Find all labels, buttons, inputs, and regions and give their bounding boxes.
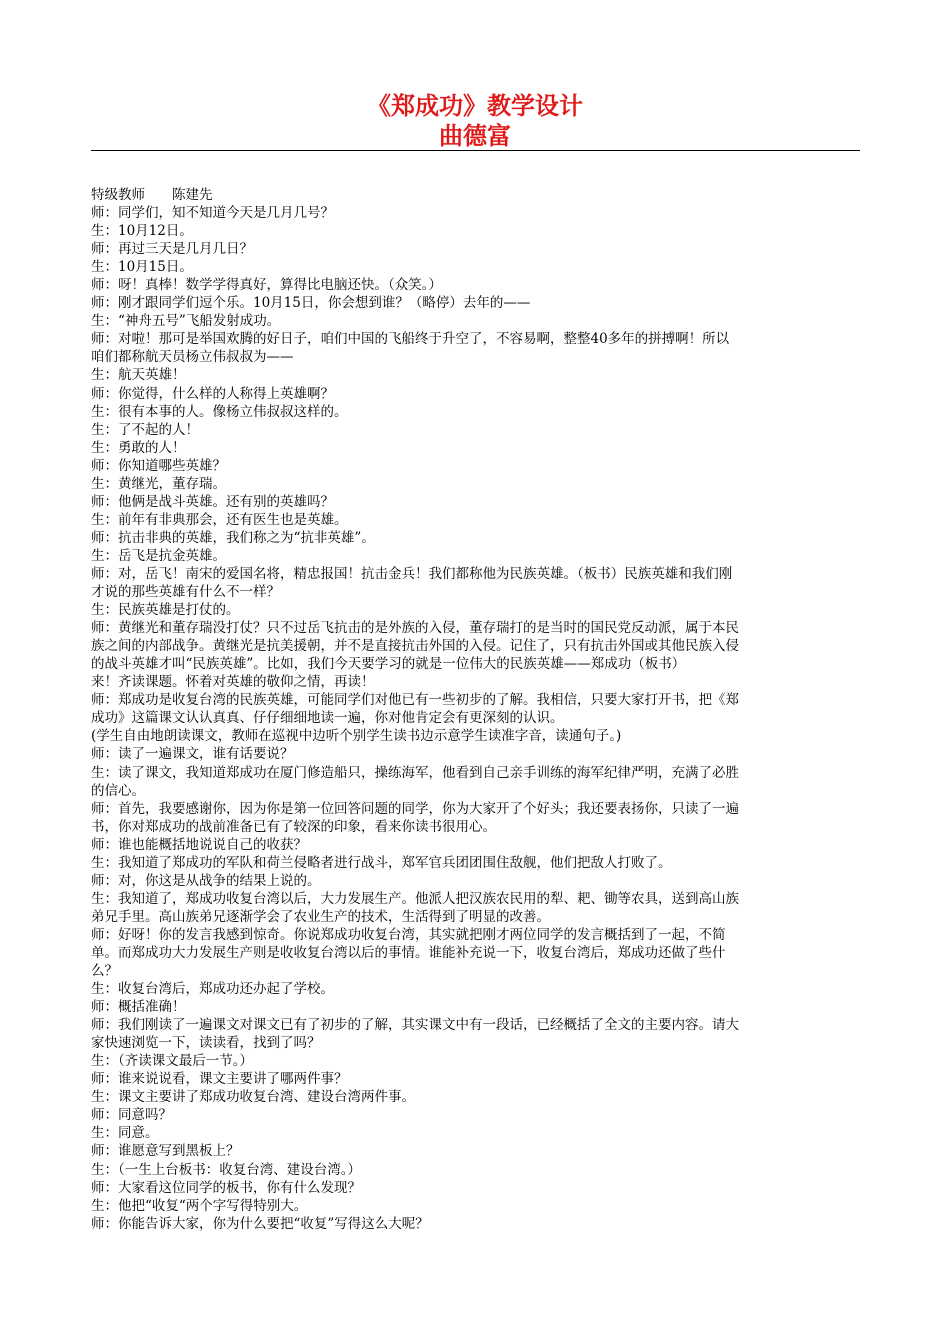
dialogue-line: 生：很有本事的人。像杨立伟叔叔这样的。	[91, 403, 348, 420]
dialogue-line: 来！齐读课题。怀着对英雄的敬仰之情，再读！	[91, 674, 375, 691]
dialogue-line: 族之间的内部战争。黄继光是抗美援朝，并不是直接抗击外国的入侵。记住了，只有抗击外国或其他民族入侵	[91, 638, 739, 655]
title-divider	[91, 150, 860, 151]
dialogue-line: 生：黄继光，董存瑞。	[91, 475, 226, 492]
dialogue-line: 家快速浏览一下，读读看，找到了吗？	[91, 1035, 321, 1052]
dialogue-line: 师：你知道哪些英雄？	[91, 457, 226, 474]
dialogue-line: 特级教师 陈建先	[91, 187, 213, 203]
dialogue-line: 师：谁也能概括地说说自己的收获？	[91, 836, 307, 853]
dialogue-line: 弟兄手里。高山族弟兄逐渐学会了农业生产的技术，生活得到了明显的改善。	[91, 908, 550, 925]
dialogue-line: 师：刚才跟同学们逗个乐。10月15日，你会想到谁？（略停）去年的——	[91, 295, 531, 312]
dialogue-line: 师：他俩是战斗英雄。还有别的英雄吗？	[91, 493, 334, 510]
dialogue-line: 生：前年有非典那会，还有医生也是英雄。	[91, 511, 348, 528]
dialogue-line: 生：10月12日。	[91, 223, 193, 240]
dialogue-line: 师：抗击非典的英雄，我们称之为“抗非英雄”。	[91, 529, 375, 546]
dialogue-line: 书，你对郑成功的战前准备已有了较深的印象，看来你读书很用心。	[91, 818, 496, 835]
document-author: 曲德富	[439, 121, 511, 150]
dialogue-line: 生：了不起的人！	[91, 421, 199, 438]
dialogue-line: 师：同意吗？	[91, 1107, 172, 1124]
dialogue-line: 师：读了一遍课文，谁有话要说？	[91, 746, 294, 763]
dialogue-line: 生：读了课文，我知道郑成功在厦门修造船只，操练海军，他看到自己亲手训练的海军纪律严明，充满了必胜	[91, 764, 739, 781]
dialogue-line: 的信心。	[91, 782, 145, 799]
dialogue-line: 师：我们刚读了一遍课文对课文已有了初步的了解，其实课文中有一段话，已经概括了全文的主要内容。请大	[91, 1017, 739, 1034]
dialogue-line: 师：对，你这是从战争的结果上说的。	[91, 872, 321, 889]
dialogue-line: 生：（一生上台板书：收复台湾、建设台湾。）	[91, 1161, 361, 1178]
dialogue-line: (学生自由地朗读课文，教师在巡视中边听个别学生读书边示意学生读准字音，读通句子。)	[91, 728, 622, 745]
dialogue-line: 师：谁来说说看，课文主要讲了哪两件事？	[91, 1071, 348, 1088]
dialogue-line: 师：你能告诉大家，你为什么要把“收复”写得这么大呢？	[91, 1215, 429, 1232]
dialogue-line: 师：好呀！你的发言我感到惊奇。你说郑成功收复台湾，其实就把刚才两位同学的发言概括到了一起，不简	[91, 926, 726, 943]
dialogue-line: 师：同学们，知不知道今天是几月几号？	[91, 205, 334, 222]
dialogue-line: 生：我知道了，郑成功收复台湾以后，大力发展生产。他派人把汉族农民用的犁、耙、锄等农具，送到高山族	[91, 890, 739, 907]
dialogue-line: 师：首先，我要感谢你，因为你是第一位回答问题的同学，你为大家开了个好头；我还要表扬你，只读了一遍	[91, 800, 739, 817]
dialogue-line: 师：呀！真棒！数学学得真好，算得比电脑还快。（众笑。）	[91, 277, 442, 294]
dialogue-line: 生：（齐读课文最后一节。）	[91, 1053, 253, 1070]
dialogue-line: 么？	[91, 963, 118, 980]
dialogue-line: 师：再过三天是几月几日？	[91, 241, 253, 258]
dialogue-line: 单。而郑成功大力发展生产则是收收复台湾以后的事情。谁能补充说一下，收复台湾后，郑成功还做了些什	[91, 944, 726, 961]
dialogue-line: 咱们都称航天员杨立伟叔叔为——	[91, 349, 294, 366]
dialogue-line: 生：10月15日。	[91, 259, 193, 276]
dialogue-line: 生：航天英雄！	[91, 367, 186, 384]
dialogue-line: 师：黄继光和董存瑞没打仗？只不过岳飞抗击的是外族的入侵，董存瑞打的是当时的国民党反动派，属于本民	[91, 620, 739, 637]
dialogue-line: 师：谁愿意写到黑板上？	[91, 1143, 240, 1160]
dialogue-line: 生：课文主要讲了郑成功收复台湾、建设台湾两件事。	[91, 1089, 415, 1106]
document-body	[91, 186, 859, 1233]
dialogue-line: 才说的那些英雄有什么不一样？	[91, 584, 280, 601]
dialogue-line: 生：收复台湾后，郑成功还办起了学校。	[91, 981, 334, 998]
dialogue-line: 生：勇敢的人！	[91, 439, 186, 456]
dialogue-line: 生：同意。	[91, 1125, 159, 1142]
dialogue-line: 师：对，岳飞！南宋的爱国名将，精忠报国！抗击金兵！我们都称他为民族英雄。（板书）民族英雄和我们刚	[91, 565, 733, 582]
dialogue-line: 生：“神舟五号”飞船发射成功。	[91, 313, 281, 330]
dialogue-line: 师：郑成功是收复台湾的民族英雄，可能同学们对他已有一些初步的了解。我相信，只要大家打开书，把《郑	[91, 692, 739, 709]
dialogue-line: 成功》这篇课文认认真真、仔仔细细地读一遍，你对他肯定会有更深刻的认识。	[91, 710, 564, 727]
dialogue-line: 师：概括准确！	[91, 999, 186, 1016]
dialogue-line: 师：你觉得，什么样的人称得上英雄啊？	[91, 385, 334, 402]
dialogue-line: 的战斗英雄才叫“民族英雄”。比如，我们今天要学习的就是一位伟大的民族英雄——郑成功（板书）	[91, 656, 686, 673]
dialogue-line: 生：民族英雄是打仗的。	[91, 602, 240, 619]
document-title: 《郑成功》教学设计	[367, 91, 583, 120]
dialogue-line: 师：对啦！那可是举国欢腾的好日子，咱们中国的飞船终于升空了，不容易啊，整整40多年的拼搏啊！所以	[91, 331, 730, 348]
dialogue-line: 生：他把“收复“两个字写得特别大。	[91, 1197, 308, 1214]
dialogue-line: 师：大家看这位同学的板书，你有什么发现？	[91, 1179, 361, 1196]
dialogue-line: 生：我知道了郑成功的军队和荷兰侵略者进行战斗，郑军官兵团团围住敌舰，他们把敌人打败了。	[91, 854, 672, 871]
dialogue-line: 生：岳飞是抗金英雄。	[91, 547, 226, 564]
